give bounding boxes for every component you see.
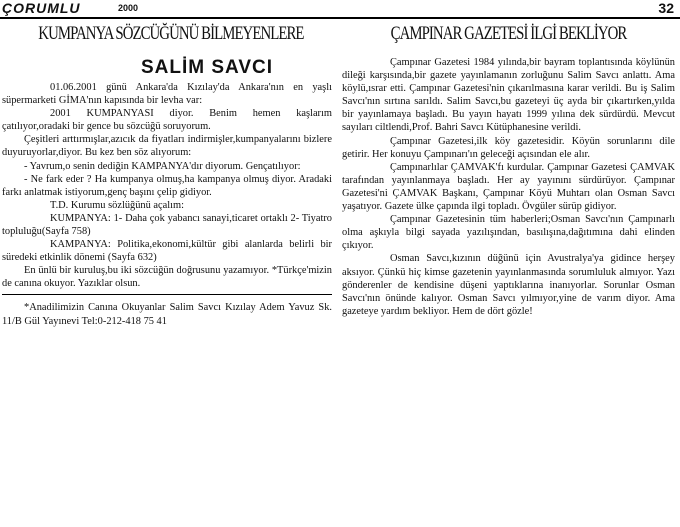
article-paragraph: 01.06.2001 günü Ankara'da Kızılay'da Ankara'nın en yaşlı süpermarketi GİMA'nın kapısında bir levha var:: [2, 82, 332, 107]
article-paragraph: 2001 KUMPANYASI diyor. Benim hemen kaşlarım çatılıyor,oradaki bir gence bu sözcüğü soruyorum.: [2, 108, 332, 133]
header-rule: [0, 17, 680, 19]
article-paragraph: Osman Savcı,kızının düğünü için Avustralya'ya gidince herşey aksıyor. Çünkü hiç kimse gazetenin yayınlanmasında sorumluluk almıyor. Yazı gönderenler de kendisine düşeni yaptıklarına inanıyorlar. Sorunlar Osman Savcı'nın önünde kalıyor. Osman Savcı yılmıyor,yine de varım diyor. Ama gazeteye yardım bekliyor. Hem de dört gözle!: [342, 253, 675, 317]
article-paragraph: - Ne fark eder ? Ha kumpanya olmuş,ha kampanya olmuş diyor. Aradaki farkı anlatmak istiyorum,genç başını çelip gidiyor.: [2, 173, 332, 198]
right-article: [342, 22, 675, 318]
article-paragraph: Çampınar Gazetesi,ilk köy gazetesidir. Köyün sorunlarını dile getirir. Her konuyu Çampınarı'ın geleceği açısından ele alır.: [342, 135, 675, 160]
article-paragraph: Çampınar Gazetesinin tüm haberleri;Osman Savcı'nın Çampınarlı olma aşkıyla bilgi sayada yazılışından, basılışına,dağıtımına dahi elinden çıkıyor.: [342, 214, 675, 252]
article-paragraph: Çampınarlılar ÇAMVAK'fı kurdular. Çampınar Gazetesi ÇAMVAK tarafından yayınlanmaya başladı. Her ay yayınını sürdürüyor. Çampınar Gazetesi'ni ÇAMVAK Başkanı, Çampınar Köyü Muhtarı olan Osman Savcı yaşatıyor. Gazete ülke çapında ilgi topladı. Övgüler sürüp gidiyor.: [342, 161, 675, 213]
article-paragraph: KAMPANYA: Politika,ekonomi,kültür gibi alanlarda belirli bir süredeki etkinlik dönemi (Sayfa 632): [2, 239, 332, 264]
left-article: [2, 22, 332, 329]
article-paragraph: KUMPANYA: 1- Daha çok yabancı sanayi,ticaret ortaklı 2- Tiyatro topluluğu(Sayfa 758): [2, 212, 332, 238]
right-article-title: ÇAMPINAR GAZETESİ İLGİ BEKLİYOR: [390, 23, 627, 44]
left-article-title: KUMPANYA SÖZCÜĞÜNÜ BİLMEYENLERE: [38, 23, 304, 44]
article-paragraph: Çampınar Gazetesi 1984 yılında,bir bayram toplantısında köylünün dileği karşısında,bir gazete yayınlamanın zorluğunu Salim Savcı anlattı. Ama köylü,ısrar etti. Çampınar Gazetesi'nin çıkarılmasına karar verildi. Bu iş Salim Savcı'nın sırtına sarıldı. Salim Savcı,bu gazeteyi üç ayda bir çıkartırken,yılda bir yayınlamaya başladı. Bu yayın hayatı 1999 yılına dek sürdürdü. Mevcut sayıları ciltlendi,Prof. Bahri Savcı Kütüphanesine verildi.: [342, 57, 675, 134]
article-paragraph: T.D. Kurumu sözlüğünü açalım:: [50, 199, 184, 211]
issue-year: 2000: [118, 3, 139, 13]
page-number: 32: [658, 0, 674, 16]
article-paragraph: - Yavrum,o senin dediğin KAMPANYA'dır diyorum. Gençatılıyor:: [24, 160, 301, 172]
article-author: SALİM SAVCI: [140, 57, 274, 78]
article-paragraph: Çeşitleri arttırmışlar,azıcık da fiyatları indirmişler,kumpanyalarını bizlere duyuruyorlar,diyor. Bu kez ben söz alıyorum:: [2, 134, 332, 159]
footnote-divider: [2, 294, 332, 295]
article-paragraph: En ünlü bir kuruluş,bu iki sözcüğün doğrusunu yazamıyor. *Türkçe'mizin de canına okuyor. Yazıklar olsun.: [2, 265, 332, 290]
footnote: *Anadilimizin Canına Okuyanlar Salim Savcı Kızılay Adem Yavuz Sk. 11/B Gül Yayınevi Tel:0-212-418 75 41: [2, 301, 332, 327]
magazine-name: ÇORUMLU: [2, 0, 81, 16]
page-header: [0, 0, 680, 18]
